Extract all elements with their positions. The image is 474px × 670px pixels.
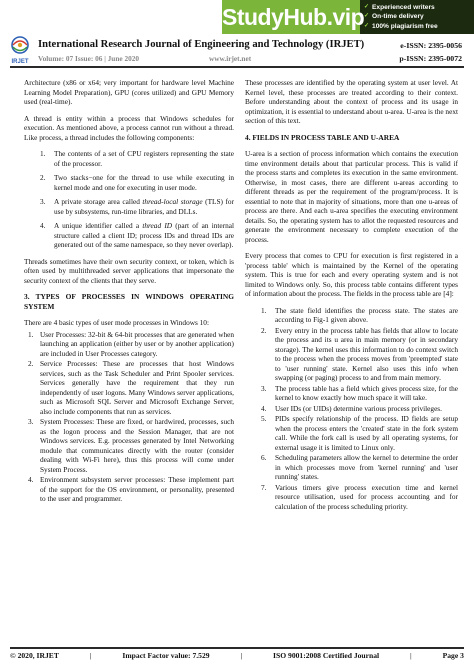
paragraph: A thread is entity within a process that Windows schedules for execution. As mentioned above, a process cannot run without a thread. Like process, a thread includes the following components:	[24, 113, 234, 142]
journal-volume: Volume: 07 Issue: 06 | June 2020	[38, 54, 140, 63]
banner-feature-list	[364, 3, 474, 31]
list-number: 1.	[40, 149, 46, 158]
list-item	[40, 149, 234, 168]
list-number: 7.	[261, 482, 267, 492]
list-item	[28, 359, 234, 416]
list-text: Two stacks−one for the thread to use while executing in kernel mode and one for executing in user mode.	[54, 173, 234, 192]
list-item	[40, 221, 234, 250]
list-text: The process table has a field which gives process size, for the kernel to know exactly how much space it will take.	[275, 383, 458, 402]
list-item	[40, 173, 234, 192]
check-icon: ✓	[364, 4, 370, 10]
list-text: Various timers give process execution time and kernel resource utilisation, used for process accounting and for calculation of the process scheduling priority.	[275, 482, 458, 511]
list-item	[261, 483, 458, 512]
list-number: 2.	[40, 173, 46, 182]
banner-feature	[364, 12, 474, 21]
footer-page-number: Page 3	[442, 651, 464, 660]
banner-feature	[364, 3, 474, 12]
list-number: 3.	[261, 383, 267, 393]
list-number: 3.	[28, 417, 34, 426]
left-column	[24, 78, 234, 511]
list-item	[261, 306, 458, 325]
list-number: 4.	[28, 475, 34, 484]
paragraph: Every process that comes to CPU for execution is first registered in a 'process table' which is maintained by the Kernel of the operating system. This is true for each and every operating system and is not limited to Windows only. So, this process table contains different types of information about the process. The fields in the process table are [4]:	[245, 251, 458, 298]
list-number: 6.	[261, 453, 267, 462]
page-footer	[10, 651, 464, 660]
journal-url[interactable]: www.irjet.net	[209, 54, 252, 63]
banner-feature-label: Experienced writers	[372, 4, 435, 11]
thread-components-list	[24, 149, 234, 250]
list-item	[261, 384, 458, 403]
check-icon: ✓	[364, 13, 370, 20]
list-text: A unique identifier called a thread ID (part of an internal structure called a client ID; process IDs and thread IDs are generated out of the same namespace, so they never overlap).	[54, 221, 234, 249]
e-issn: e-ISSN: 2395-0056	[400, 41, 462, 50]
footer-divider	[10, 647, 464, 649]
list-number: 3.	[40, 197, 46, 206]
list-item	[261, 414, 458, 452]
list-text: A private storage area called thread-local storage (TLS) for use by subsystems, run-time libraries, and DLLs.	[54, 197, 234, 216]
banner-logo[interactable]: StudyHub.vip	[222, 0, 360, 34]
list-number: 2.	[28, 359, 34, 368]
list-number: 5.	[261, 414, 267, 423]
list-text: User IDs (or UIDs) determine various process privileges.	[275, 403, 442, 413]
footer-separator: |	[240, 651, 243, 660]
list-item	[261, 404, 458, 414]
list-item	[28, 417, 234, 474]
list-item	[261, 453, 458, 482]
section-heading-3: 3. TYPES OF PROCESSES IN WINDOWS OPERATING SYSTEM	[24, 292, 234, 311]
list-number: 4.	[40, 221, 46, 230]
header-divider	[10, 66, 464, 68]
list-item	[40, 197, 234, 216]
list-text: The contents of a set of CPU registers representing the state of the processor.	[54, 149, 234, 168]
list-number: 2.	[261, 325, 267, 335]
footer-copyright: © 2020, IRJET	[10, 651, 59, 660]
paragraph: U-area is a section of process information which contains the execution time environment details about that particular process. This is valid if the process starts and completes its execution in the same environment. Otherwise, in most cases, there are different u-areas according to different threads as per the requirement of the program/process. It is essential to note that in majority of situations, more than one u-areas of process are there. And each u-area specifies the executing environment details. So, the operating system has to allot the requested resources and generate the environment necessary to complete execution of the process.	[245, 149, 458, 244]
journal-title: International Research Journal of Engineering and Technology (IRJET)	[38, 39, 365, 50]
footer-iso: ISO 9001:2008 Certified Journal	[273, 651, 380, 660]
footer-separator: |	[410, 651, 412, 660]
list-text: Environment subsystem server processes: These implement part of the support for the OS environment, or personality, presented to the user and programmer.	[40, 475, 234, 503]
list-text: Scheduling parameters allow the kernel to determine the order in which processes move from 'kernel running' and 'user running' states.	[275, 453, 458, 481]
list-text: System Processes: These are fixed, or hardwired, processes, such as the logon process and the Session Manager, that are not Windows services. E.g. processes generated by Intel Networking module that communicates directly with the router (consider dealing with Wi-Fi here), thus this process will come under System Process.	[40, 417, 234, 474]
paragraph: These processes are identified by the operating system at user level. At Kernel level, these processes are treated according to their context. Before understanding about the context of process and its usage in optimization, it is essential to understand about u-area. U-area is the next section of this text.	[245, 78, 458, 125]
paragraph: Threads sometimes have their own security context, or token, which is often used by multithreaded server applications that impersonate the security context of the clients that they serve.	[24, 256, 234, 285]
p-issn: p-ISSN: 2395-0072	[399, 54, 462, 63]
banner-feature-label: On-time delivery	[372, 13, 424, 21]
list-text: PIDs specify relationship of the process. ID fields are setup when the process enters the 'created' state in the fork system call. While the fork call is used by all operating systems, for external usage it is limited to Linux only.	[275, 414, 458, 452]
footer-separator: |	[89, 651, 92, 660]
irjet-logo-icon	[8, 35, 32, 65]
footer-impact-factor: Impact Factor value: 7.529	[122, 651, 210, 660]
list-item	[28, 475, 234, 504]
promo-banner[interactable]	[222, 0, 474, 34]
check-icon: ✓	[364, 22, 370, 29]
list-text: Service Processes: These are processes that host Windows services, such as the Task Scheduler and Print Spooler services. Services generally have the requirement that they run independently of user logons. Many Windows server applications, such as Microsoft SQL Server and Microsoft Exchange Server, also include components that run as services.	[40, 359, 234, 416]
list-number: 4.	[261, 403, 267, 413]
list-text: User Processes: 32-bit & 64-bit processes that are generated when launching an application (either by user or by another application) are included in User Processes category.	[40, 329, 234, 358]
process-table-fields-list	[245, 306, 458, 512]
section-heading-4: 4. FIELDS IN PROCESS TABLE AND U-AREA	[245, 132, 400, 142]
list-text: The state field identifies the process state. The states are according to Fig-1 given above.	[275, 305, 458, 324]
svg-text:IRJET: IRJET	[11, 59, 29, 65]
right-column	[245, 78, 458, 518]
list-number: 1.	[261, 305, 267, 315]
list-item	[28, 330, 234, 359]
banner-feature	[364, 22, 474, 31]
list-text: Every entry in the process table has fields that allow to locate the process and its u area in main memory (or in secondary storage). The kernel uses this information to do context switch to the process when the process moves from 'preempted' state to 'user running' state. Kernel also uses this info when swapping (or paging) process to and from main memory.	[275, 325, 458, 382]
process-types-list	[24, 330, 234, 504]
paragraph: Architecture (x86 or x64; very important for hardware level Machine Learning Model Preparation), GPU (cores utilized) and GPU Memory used (real-time).	[24, 78, 234, 106]
list-number: 1.	[28, 329, 34, 339]
list-item	[261, 326, 458, 383]
paragraph: There are 4 basic types of user mode processes in Windows 10:	[24, 318, 209, 327]
banner-feature-label: 100% plagiarism free	[372, 22, 438, 30]
